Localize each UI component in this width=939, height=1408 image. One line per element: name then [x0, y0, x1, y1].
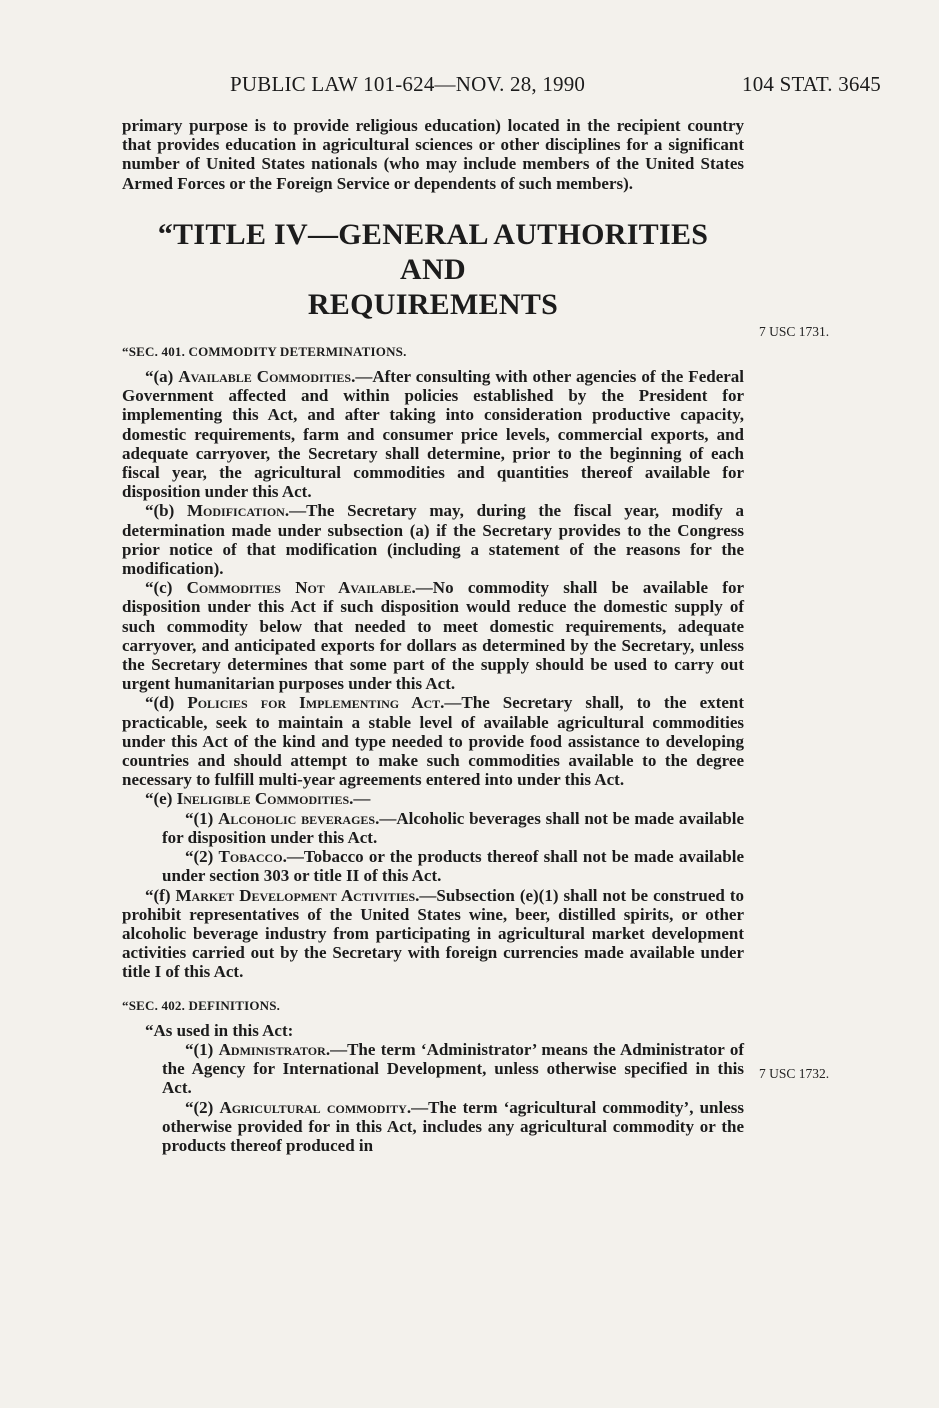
- paragraph-e2-text: .—Tobacco or the products thereof shall not be made available under section 303 or title II of this Act.: [162, 847, 744, 886]
- subsection-c-text: .—No commodity shall be available for disposition under this Act if such disposition would reduce the domestic supply of such commodity below that needed to meet domestic requirements, adequate carryover, and anticipated exports for dollars as determined by the Secretary, unless the Secretary determines that some part of the supply should be used to carry out urgent humanitarian purposes under this Act.: [122, 578, 744, 694]
- subsection-a-text: .—After consulting with other agencies of the Federal Government affected and within policies established by the President for implementing this Act, and after taking into consideration productive capacity, domestic requirements, farm and consumer price levels, commercial exports, and adequate carryover, the Secretary shall determine, prior to the beginning of each fiscal year, the agricultural commodities and quantities thereof available for disposition under this Act.: [122, 367, 745, 502]
- intro-paragraph: primary purpose is to provide religious education) located in the recipient country that provides education in agricultural sciences or other disciplines for a significant number of United States nationals (who may include members of the United States Armed Forces or the Foreign Service or dependents of such members).: [122, 116, 744, 193]
- definition-1-caption: Administrator: [218, 1039, 326, 1059]
- subsection-f-caption: Market Development Activities: [175, 885, 416, 905]
- title-line-1: “TITLE IV—GENERAL AUTHORITIES AND: [157, 217, 709, 286]
- subsection-e-lead: “(e): [145, 789, 177, 809]
- paragraph-e1: [122, 809, 744, 847]
- definition-1-text: .—The term ‘Administrator’ means the Administrator of the Agency for International Development, unless otherwise specified in this Act.: [162, 1039, 744, 1098]
- section-401-heading: “SEC. 401. COMMODITY DETERMINATIONS.: [122, 343, 407, 359]
- definition-2: [122, 1098, 744, 1156]
- subsection-d-text: .—The Secretary shall, to the extent practicable, seek to maintain a stable level of available agricultural commodities under this Act of the kind and type needed to provide food assistance to developing countries and should attempt to make such commodities available to the degree necessary to fulfill multi-year agreements entered into under this Act.: [122, 693, 744, 790]
- margin-note-sec402: 7 USC 1732.: [759, 1066, 830, 1081]
- statute-page: 104 STAT. 3645: [742, 72, 881, 96]
- definition-2-caption: Agricultural commodity: [219, 1097, 407, 1117]
- subsection-f: [122, 886, 744, 982]
- paragraph-e2-caption: Tobacco: [218, 847, 283, 867]
- definition-1: [122, 1040, 744, 1098]
- subsection-e: [122, 789, 744, 808]
- subsection-e-text: .—: [349, 789, 371, 809]
- subsection-c-lead: “(c): [145, 578, 187, 598]
- definition-2-text: .—The term ‘agricultural commodity’, unless otherwise provided for in this Act, includes any agricultural commodity or the products thereof produced in: [162, 1097, 744, 1155]
- paragraph-e1-lead: “(1): [185, 808, 219, 828]
- margin-note-sec401: 7 USC 1731.: [759, 324, 830, 339]
- definition-2-lead: “(2): [185, 1097, 220, 1117]
- body-text: [122, 116, 744, 1155]
- subsection-f-text: .—Subsection (e)(1) shall not be construed to prohibit representatives of the United States wine, beer, distilled spirits, or other alcoholic beverage industry from participating in agricultural market development activities carried out by the Secretary with foreign currencies made available under title I of this Act.: [122, 885, 745, 982]
- subsection-d-lead: “(d): [145, 693, 188, 713]
- section-402-heading: “SEC. 402. DEFINITIONS.: [122, 997, 281, 1013]
- paragraph-e2: [122, 847, 744, 885]
- subsection-c-caption: Commodities Not Available: [186, 578, 412, 598]
- definitions-intro: “As used in this Act:: [145, 1020, 294, 1040]
- subsection-b-caption: Modification: [187, 501, 285, 521]
- law-citation: PUBLIC LAW 101-624—NOV. 28, 1990: [230, 72, 586, 96]
- subsection-a-caption: Available Commodities: [178, 367, 352, 387]
- subsection-d-caption: Policies for Implementing Act: [187, 693, 441, 713]
- subsection-f-lead: “(f): [145, 885, 176, 905]
- title-heading: [122, 217, 744, 322]
- subsection-c: [122, 578, 744, 693]
- title-line-2: REQUIREMENTS: [307, 287, 559, 321]
- subsection-d: [122, 693, 744, 789]
- subsection-a: [122, 367, 744, 501]
- subsection-b: [122, 501, 744, 578]
- running-head: [0, 72, 939, 102]
- definition-1-lead: “(1): [185, 1039, 219, 1059]
- subsection-b-text: .—The Secretary may, during the fiscal year, modify a determination made under subsection (a) if the Secretary provides to the Congress prior notice of that modification (including a statement of the reasons for the modification).: [122, 501, 744, 579]
- subsection-e-caption: Ineligible Commodities: [176, 789, 350, 809]
- paragraph-e2-lead: “(2): [185, 847, 219, 867]
- subsection-a-lead: “(a): [145, 367, 179, 387]
- paragraph-e1-text: .—Alcoholic beverages shall not be made available for disposition under this Act.: [162, 808, 744, 847]
- subsection-b-lead: “(b): [145, 501, 187, 521]
- paragraph-e1-caption: Alcoholic beverages: [218, 808, 376, 828]
